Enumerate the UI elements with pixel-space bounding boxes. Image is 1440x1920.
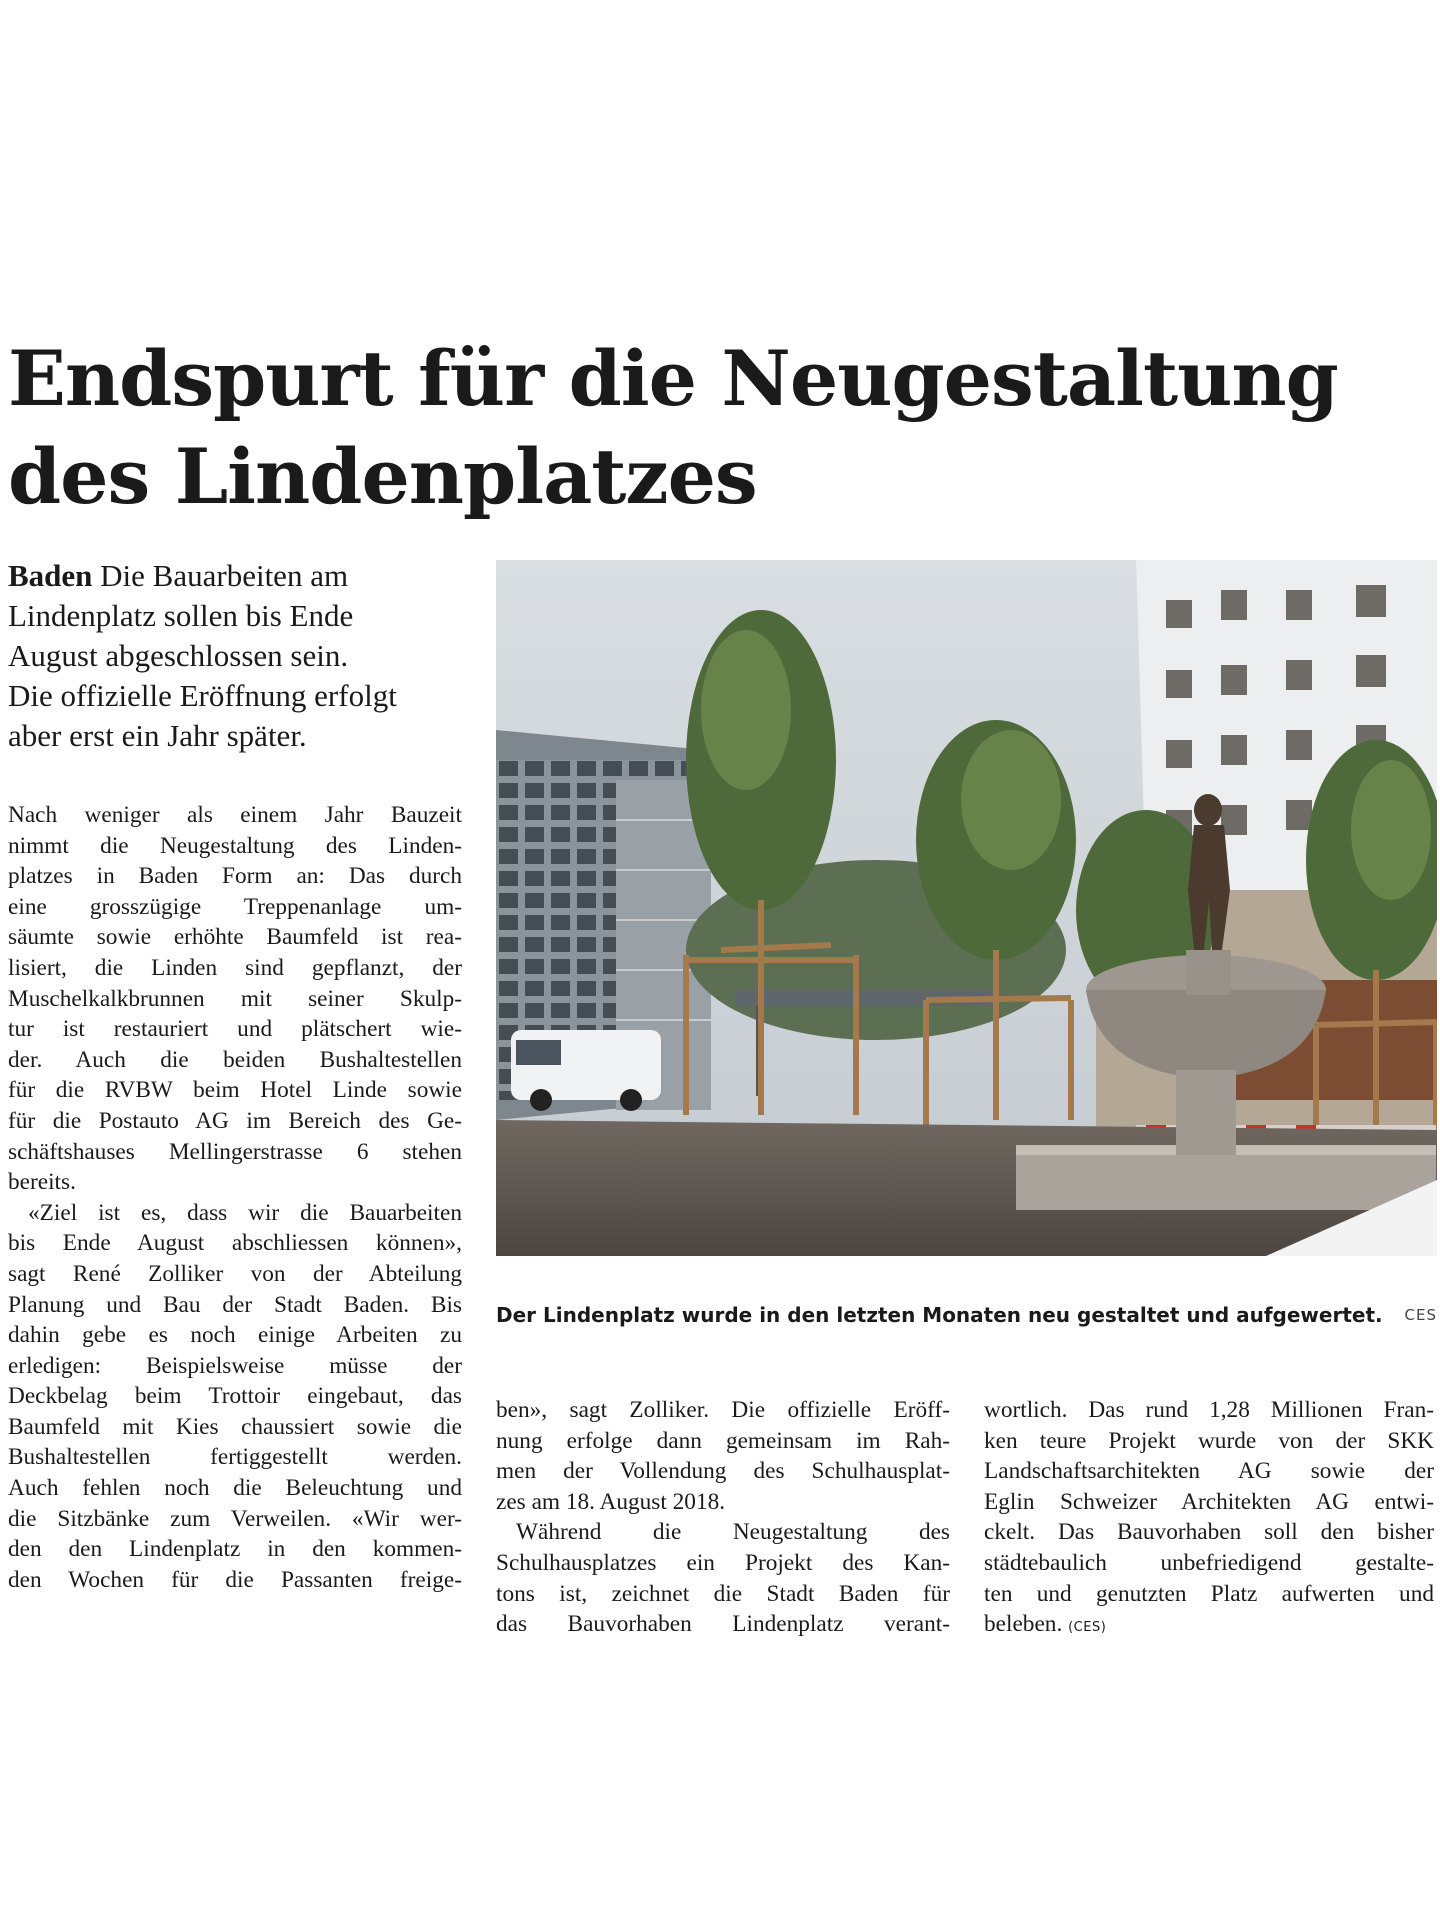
body-line: die Sitzbänke zum Verweilen. «Wir wer- [8, 1505, 462, 1532]
body-line: tur ist restauriert und plätschert wie- [8, 1016, 462, 1043]
headline-line-2: des Lindenplatzes [8, 432, 757, 521]
body-line: platzes in Baden Form an: Das durch [8, 863, 462, 890]
body-line: der. Auch die beiden Bushaltestellen [8, 1046, 462, 1073]
body-line: den den Lindenplatz in den kommen- [8, 1536, 462, 1563]
body-line: ten und genutzten Platz aufwerten und [984, 1580, 1434, 1607]
photo-credit: CES [1404, 1306, 1437, 1324]
body-line: lisiert, die Linden sind gepflanzt, der [8, 954, 462, 981]
body-line: Nach weniger als einem Jahr Bauzeit [8, 802, 462, 828]
body-line: Landschaftsarchitekten AG sowie der [984, 1458, 1434, 1485]
lead-line-5: aber erst ein Jahr später. [8, 718, 307, 753]
body-line: Während die Neugestaltung des [516, 1519, 950, 1546]
photo-lindenplatz-fountain [496, 560, 1437, 1256]
body-line: das Bauvorhaben Lindenplatz verant- [496, 1611, 950, 1638]
body-line: bis Ende August abschliessen können», [8, 1230, 462, 1257]
body-line: städtebaulich unbefriedigend gestalte- [984, 1549, 1434, 1576]
lead-line-3: August abgeschlossen sein. [8, 638, 349, 673]
headline [8, 330, 1428, 526]
body-line: erledigen: Beispielsweise müsse der [8, 1352, 462, 1379]
body-line: men der Vollendung des Schulhausplat- [496, 1458, 950, 1485]
lead-paragraph [8, 556, 478, 756]
body-line: ken teure Projekt wurde von der SKK [984, 1427, 1434, 1454]
lead-line-1: Die Bauarbeiten am [100, 558, 349, 593]
body-line: Planung und Bau der Stadt Baden. Bis [8, 1291, 462, 1318]
body-line: Muschelkalkbrunnen mit seiner Skulp- [8, 985, 462, 1012]
body-line: zes am 18. August 2018. [496, 1488, 726, 1515]
body-line: ckelt. Das Bauvorhaben soll den bisher [984, 1519, 1434, 1546]
body-line: schäftshauses Mellingerstrasse 6 stehen [8, 1138, 462, 1165]
body-line: Deckbelag beim Trottoir eingebaut, das [8, 1383, 462, 1410]
body-line: wortlich. Das rund 1,28 Millionen Fran- [984, 1397, 1434, 1423]
caption-text: Der Lindenplatz wurde in den letzten Monaten neu gestaltet und aufgewertet. [496, 1303, 1383, 1327]
body-line: «Ziel ist es, dass wir die Bauarbeiten [28, 1199, 462, 1226]
body-line: für die Postauto AG im Bereich des Ge- [8, 1107, 462, 1134]
body-line: Auch fehlen noch die Beleuchtung und [8, 1475, 462, 1502]
lead-line-2: Lindenplatz sollen bis Ende [8, 598, 354, 633]
body-line: für die RVBW beim Hotel Linde sowie [8, 1077, 462, 1104]
body-line: beleben. [984, 1611, 1063, 1638]
body-line: eine grosszügige Treppenanlage um- [8, 893, 462, 920]
body-line: säumte sowie erhöhte Baumfeld ist rea- [8, 924, 462, 951]
body-line: nimmt die Neugestaltung des Linden- [8, 832, 462, 859]
body-column-2 [496, 1395, 950, 1640]
body-line: Schulhausplatzes ein Projekt des Kan- [496, 1549, 950, 1576]
body-line: nung erfolge dann gemeinsam im Rah- [496, 1427, 950, 1454]
dateline-place: Baden [8, 558, 93, 593]
body-line: bereits. [8, 1169, 76, 1196]
headline-line-1: Endspurt für die Neugestaltung [8, 334, 1338, 423]
article-photo [496, 560, 1437, 1256]
body-line: Bushaltestellen fertiggestellt werden. [8, 1444, 462, 1471]
body-line: Baumfeld mit Kies chaussiert sowie die [8, 1413, 462, 1440]
body-line: Eglin Schweizer Architekten AG entwi- [984, 1488, 1434, 1515]
body-column-1 [8, 800, 462, 1595]
body-line: dahin gebe es noch einige Arbeiten zu [8, 1322, 462, 1349]
body-line: tons ist, zeichnet die Stadt Baden für [496, 1580, 950, 1607]
body-line: sagt René Zolliker von der Abteilung [8, 1260, 462, 1287]
author-tag: (CES) [1068, 1620, 1107, 1636]
photo-caption [496, 1303, 1437, 1331]
body-line: den Wochen für die Passanten freige- [8, 1566, 462, 1593]
body-column-3 [984, 1395, 1434, 1644]
body-line: ben», sagt Zolliker. Die offizielle Eröff- [496, 1397, 950, 1423]
lead-line-4: Die offizielle Eröffnung erfolgt [8, 678, 397, 713]
